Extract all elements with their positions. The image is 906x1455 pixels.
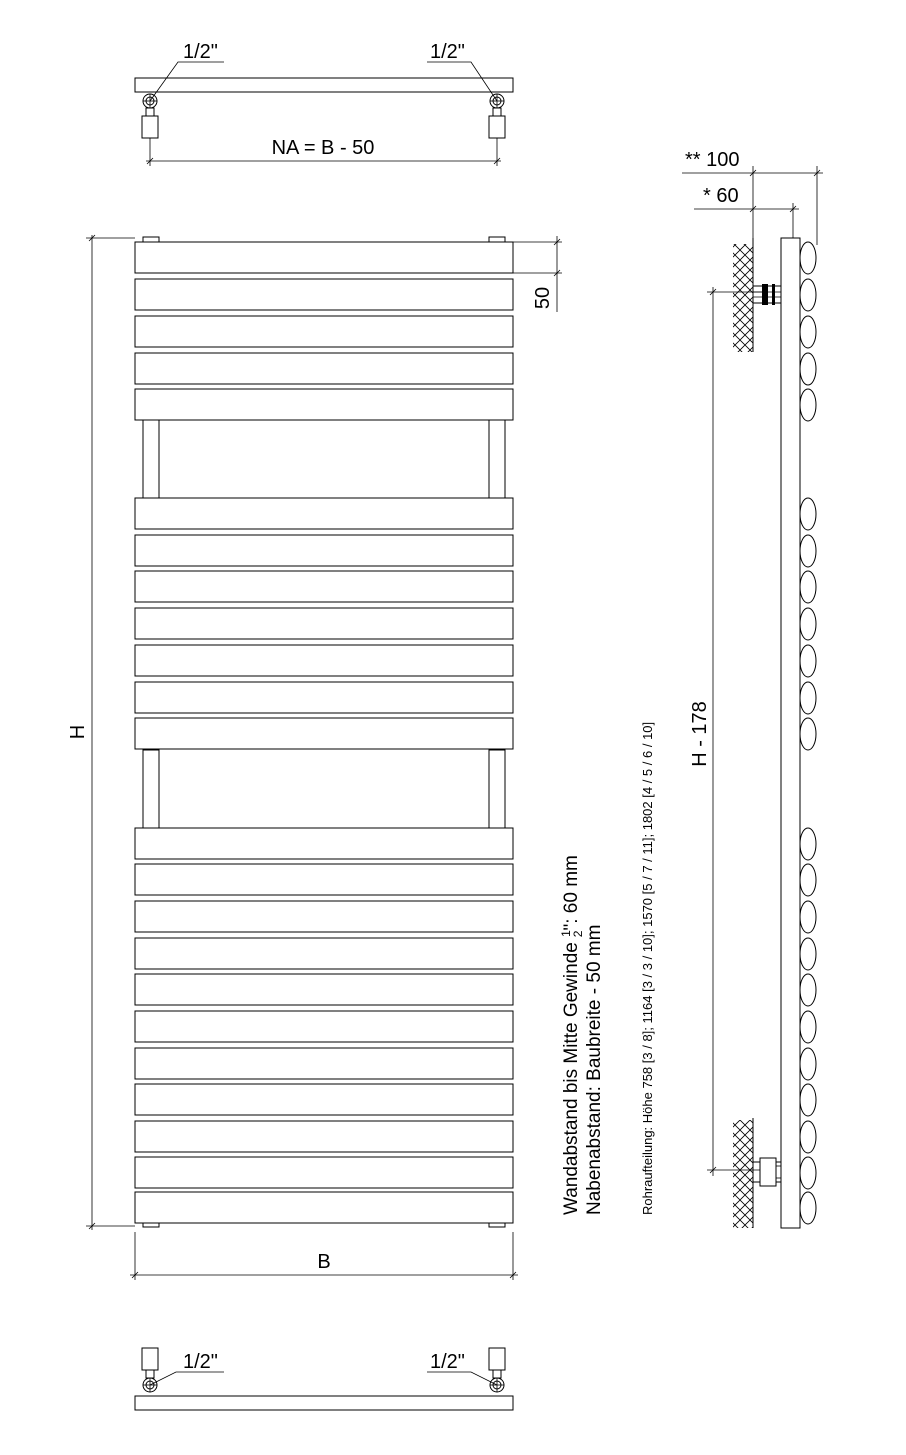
side-tube-11 xyxy=(800,682,816,714)
tube-19 xyxy=(135,1048,513,1079)
bottom-view-body xyxy=(135,1396,513,1410)
left-collector-upper xyxy=(143,420,159,498)
wall-hatch-upper xyxy=(733,244,753,352)
tube-18 xyxy=(135,1011,513,1042)
side-tube-group xyxy=(800,242,816,1224)
tube-14 xyxy=(135,864,513,895)
side-tube-16 xyxy=(800,938,816,970)
bottom-right-connector xyxy=(489,1348,505,1392)
tube-10 xyxy=(135,645,513,676)
tube-11 xyxy=(135,682,513,713)
left-collector-lower xyxy=(143,750,159,828)
tube-3 xyxy=(135,316,513,347)
tube-17 xyxy=(135,974,513,1005)
note-wall-distance: Wandabstand bis Mitte Gewinde $^1$2": 60 mm xyxy=(559,855,585,1215)
front-view xyxy=(67,235,562,1280)
tube-20 xyxy=(135,1084,513,1115)
side-tube-13 xyxy=(800,828,816,860)
side-tube-1 xyxy=(800,242,816,274)
tube-2 xyxy=(135,279,513,310)
bottom-right-thread-label: 1/2" xyxy=(430,1351,465,1373)
bottom-left-connector xyxy=(142,1348,158,1392)
bottom-view xyxy=(135,1348,513,1410)
top-right-thread-label: 1/2" xyxy=(430,41,465,63)
note-hub-distance: Nabenabstand: Baubreite - 50 mm xyxy=(584,924,605,1215)
side-collector xyxy=(781,238,800,1228)
side-tube-7 xyxy=(800,535,816,567)
side-view xyxy=(682,149,823,1228)
top-view xyxy=(135,41,513,166)
side-tube-17 xyxy=(800,974,816,1006)
side-tube-4 xyxy=(800,353,816,385)
top-left-stub xyxy=(143,237,159,242)
side-tube-6 xyxy=(800,498,816,530)
right-collector-upper xyxy=(489,420,505,498)
side-tube-3 xyxy=(800,316,816,348)
bottom-right-leader xyxy=(427,1372,497,1385)
na-dimension-label: NA = B - 50 xyxy=(271,137,375,159)
tube-8 xyxy=(135,571,513,602)
side-tube-9 xyxy=(800,608,816,640)
tube-22 xyxy=(135,1157,513,1188)
side-tube-2 xyxy=(800,279,816,311)
side-tube-23 xyxy=(800,1192,816,1224)
side-tube-15 xyxy=(800,901,816,933)
tube-5 xyxy=(135,389,513,420)
dim-100-label: ** 100 xyxy=(685,149,740,171)
lower-bracket xyxy=(753,1158,781,1186)
tube-23 xyxy=(135,1192,513,1223)
dim-60-label: * 60 xyxy=(703,185,739,207)
tube-group xyxy=(135,242,513,1223)
width-label: B xyxy=(317,1251,331,1273)
top-left-thread-label: 1/2" xyxy=(183,41,218,63)
side-tube-10 xyxy=(800,645,816,677)
spacing-label: 50 xyxy=(532,286,554,310)
tube-13 xyxy=(135,828,513,859)
tube-7 xyxy=(135,535,513,566)
notes xyxy=(559,722,655,1215)
note-tube-distribution: Rohraufteilung: Höhe 758 [3 / 8]; 1164 [3 / 3 / 10]; 1570 [5 / 7 / 11]; 1802 [4 / 5 / 6 / 10] xyxy=(640,721,655,1215)
height-label: H xyxy=(67,724,89,740)
tube-1 xyxy=(135,242,513,273)
side-tube-14 xyxy=(800,864,816,896)
tube-15 xyxy=(135,901,513,932)
tube-12 xyxy=(135,718,513,749)
top-right-stub xyxy=(489,237,505,242)
top-view-body xyxy=(135,78,513,92)
bottom-left-thread-label: 1/2" xyxy=(183,1351,218,1373)
right-collector-lower xyxy=(489,750,505,828)
side-tube-22 xyxy=(800,1157,816,1189)
tube-6 xyxy=(135,498,513,529)
side-tube-5 xyxy=(800,389,816,421)
bottom-left-leader xyxy=(150,1372,224,1385)
side-tube-21 xyxy=(800,1121,816,1153)
tube-9 xyxy=(135,608,513,639)
dim-height-label: H - 178 xyxy=(689,701,711,767)
tube-4 xyxy=(135,353,513,384)
tube-21 xyxy=(135,1121,513,1152)
upper-bracket xyxy=(753,284,781,305)
wall-hatch-lower xyxy=(733,1120,753,1228)
side-tube-18 xyxy=(800,1011,816,1043)
side-tube-8 xyxy=(800,571,816,603)
side-tube-12 xyxy=(800,718,816,750)
side-tube-20 xyxy=(800,1084,816,1116)
side-tube-19 xyxy=(800,1048,816,1080)
tube-16 xyxy=(135,938,513,969)
